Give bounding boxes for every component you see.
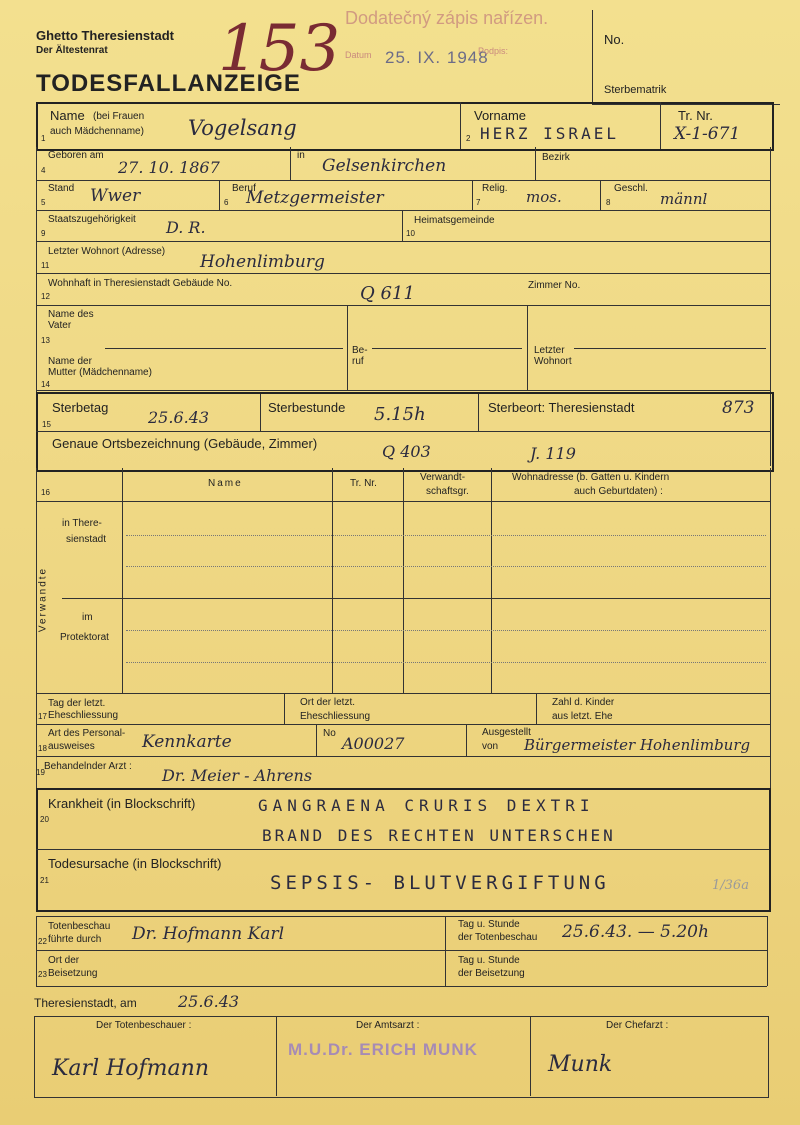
birth-date-value: 27. 10. 1867 bbox=[118, 158, 220, 177]
official-doctor-label: Der Amtsarzt : bbox=[356, 1020, 420, 1031]
field-number: 9 bbox=[41, 229, 46, 238]
marriage-date-label2: Eheschliessung bbox=[48, 710, 119, 721]
field-number: 21 bbox=[40, 876, 49, 885]
dotted-line bbox=[126, 630, 766, 631]
viewing-time-label: Tag u. Stunde bbox=[458, 919, 520, 930]
handwritten-case-number: 153 bbox=[218, 12, 341, 86]
geboren-label: Geboren am bbox=[48, 150, 104, 161]
death-place-code: 873 bbox=[722, 398, 755, 418]
death-building-value: Q 403 bbox=[382, 442, 431, 461]
cause-label: Todesursache (in Blockschrift) bbox=[48, 856, 222, 871]
page-title: TODESFALLANZEIGE bbox=[36, 70, 301, 97]
divider bbox=[276, 1016, 277, 1096]
geschl-label: Geschl. bbox=[614, 183, 648, 194]
marital-status-value: Wwer bbox=[90, 186, 141, 206]
id-number-label: No bbox=[323, 728, 336, 739]
divider bbox=[491, 468, 492, 693]
divider bbox=[219, 180, 220, 210]
issued-label: Ausgestellt bbox=[482, 727, 531, 738]
heimat-label: Heimatsgemeinde bbox=[414, 215, 495, 226]
id-type-label2: ausweises bbox=[48, 741, 95, 752]
children-count-label: Zahl d. Kinder bbox=[552, 697, 615, 708]
relatives-col-verw2: schaftsgr. bbox=[426, 486, 469, 497]
first-name-value: HERZ ISRAEL bbox=[480, 124, 619, 143]
birthplace-value: Gelsenkirchen bbox=[322, 156, 447, 176]
religion-value: mos. bbox=[526, 188, 562, 206]
physician-value: Dr. Meier - Ahrens bbox=[162, 766, 313, 785]
burial-place-label: Ort der bbox=[48, 955, 80, 966]
divider bbox=[105, 348, 343, 349]
burial-time-label: Tag u. Stunde bbox=[458, 955, 520, 966]
mutter-label2: Mutter (Mädchenname) bbox=[48, 367, 152, 378]
divider bbox=[316, 724, 317, 756]
name-sub: (bei Frauen bbox=[93, 111, 145, 122]
field-number: 22 bbox=[38, 937, 47, 946]
death-hour-value: 5.15h bbox=[374, 404, 426, 425]
disease-label: Krankheit (in Blockschrift) bbox=[48, 796, 196, 811]
id-type-label: Art des Personal- bbox=[48, 728, 126, 739]
chief-doctor-label: Der Chefarzt : bbox=[606, 1020, 669, 1031]
issued-label2: von bbox=[482, 741, 499, 752]
no-label: No. bbox=[604, 32, 625, 47]
protektorat-label: Protektorat bbox=[60, 632, 109, 643]
left-border bbox=[36, 916, 37, 986]
divider bbox=[347, 305, 348, 390]
field-number: 7 bbox=[476, 198, 481, 207]
row-line bbox=[36, 986, 767, 987]
viewing-time-label2: der Totenbeschau bbox=[458, 932, 538, 943]
sterbestunde-label: Sterbestunde bbox=[268, 400, 346, 415]
field-number: 17 bbox=[38, 712, 47, 721]
parent-beruf-label: Be- bbox=[352, 345, 368, 356]
row-line bbox=[36, 305, 770, 306]
field-number: 14 bbox=[41, 380, 50, 389]
beruf-label: Beruf bbox=[232, 183, 256, 194]
field-number: 11 bbox=[41, 261, 50, 270]
council-heading: Der Ältestenrat bbox=[36, 45, 108, 56]
relatives-col-verw: Verwandt- bbox=[420, 472, 466, 483]
field-number: 5 bbox=[41, 198, 46, 207]
last-address-value: Hohenlimburg bbox=[200, 252, 325, 272]
relatives-number: 16 bbox=[41, 488, 50, 497]
divider bbox=[403, 468, 404, 693]
row-line bbox=[36, 180, 770, 181]
field-number: 6 bbox=[224, 198, 229, 207]
burial-time-label2: der Beisetzung bbox=[458, 968, 525, 979]
divider bbox=[372, 348, 522, 349]
physician-label: Behandelnder Arzt : bbox=[44, 761, 132, 772]
issued-by-value: Bürgermeister Hohenlimburg bbox=[524, 736, 751, 754]
field-number: 20 bbox=[40, 815, 49, 824]
divider bbox=[574, 348, 766, 349]
divider bbox=[472, 180, 473, 210]
divider bbox=[535, 147, 536, 180]
divider bbox=[530, 1016, 531, 1096]
cause-value: SEPSIS- BLUTVERGIFTUNG bbox=[270, 872, 610, 894]
dotted-line bbox=[126, 662, 766, 663]
relatives-col-name: Name bbox=[208, 478, 243, 489]
field-number: 18 bbox=[38, 744, 47, 753]
official-doctor-stamp: M.U.Dr. ERICH MUNK bbox=[288, 1040, 478, 1059]
viewing-time-value: 25.6.43. — 5.20h bbox=[562, 922, 709, 942]
field-number: 8 bbox=[606, 198, 611, 207]
field-number: 23 bbox=[38, 970, 47, 979]
in-theresienstadt-label: in There- bbox=[62, 518, 102, 529]
row-line bbox=[36, 693, 770, 694]
staats-label: Staatszugehörigkeit bbox=[48, 214, 136, 225]
relatives-col-address2: auch Geburtdaten) : bbox=[574, 486, 663, 497]
divider bbox=[527, 305, 528, 390]
row-line bbox=[36, 390, 770, 391]
dotted-line bbox=[126, 566, 766, 567]
row-line bbox=[62, 598, 770, 599]
occupation-value: Metzgermeister bbox=[246, 188, 384, 208]
field-number: 10 bbox=[406, 229, 415, 238]
citizenship-value: D. R. bbox=[166, 218, 206, 237]
stand-label: Stand bbox=[48, 183, 75, 194]
field-number: 19 bbox=[36, 768, 45, 777]
place-date-value: 25.6.43 bbox=[178, 992, 240, 1011]
divider bbox=[284, 693, 285, 724]
id-number-value: A00027 bbox=[342, 734, 405, 753]
in-label: in bbox=[297, 150, 305, 161]
viewing-label2: führte durch bbox=[48, 934, 102, 945]
viewing-doctor-value: Dr. Hofmann Karl bbox=[132, 924, 285, 944]
divider bbox=[660, 102, 661, 149]
death-room-value: J. 119 bbox=[530, 444, 576, 463]
divider bbox=[122, 468, 123, 693]
name-sub2: auch Mädchenname) bbox=[50, 126, 144, 137]
sex-value: männl bbox=[660, 190, 708, 208]
parent-beruf-label2: ruf bbox=[352, 356, 364, 367]
place-date-label: Theresienstadt, am bbox=[34, 996, 137, 1010]
row-line bbox=[36, 756, 770, 757]
stamp-supplementary-entry: Dodatečný zápis nařízen. bbox=[345, 8, 549, 28]
ortsbezeichnung-label: Genaue Ortsbezeichnung (Gebäude, Zimmer) bbox=[52, 436, 318, 451]
wohnhaft-label: Wohnhaft in Theresienstadt Gebäude No. bbox=[48, 278, 233, 289]
parent-letzter-label: Letzter bbox=[534, 345, 565, 356]
death-date-value: 25.6.43 bbox=[148, 408, 210, 427]
divider bbox=[402, 210, 403, 241]
im-label: im bbox=[82, 612, 93, 623]
relig-label: Relig. bbox=[482, 183, 508, 194]
viewer-signature: Karl Hofmann bbox=[52, 1056, 209, 1081]
field-number: 15 bbox=[42, 420, 51, 429]
divider bbox=[478, 394, 479, 431]
stamp-date: 25. IX. 1948 bbox=[385, 48, 489, 67]
row-line bbox=[36, 431, 770, 432]
row-line bbox=[36, 724, 770, 725]
sterbematrik-label: Sterbematrik bbox=[604, 84, 667, 96]
classification-code: 1/36a bbox=[712, 878, 749, 893]
burial-place-label2: Beisetzung bbox=[48, 968, 98, 979]
field-number: 12 bbox=[41, 292, 50, 301]
vater-label2: Vater bbox=[48, 320, 72, 331]
viewing-label: Totenbeschau bbox=[48, 921, 111, 932]
divider bbox=[332, 468, 333, 693]
zimmer-label: Zimmer No. bbox=[528, 280, 581, 291]
divider bbox=[536, 693, 537, 724]
divider bbox=[445, 916, 446, 986]
divider bbox=[460, 102, 461, 149]
bezirk-label: Bezirk bbox=[542, 152, 570, 163]
divider bbox=[600, 180, 601, 210]
row-line bbox=[36, 950, 767, 951]
row-line bbox=[36, 849, 769, 850]
viewer-signature-label: Der Totenbeschauer : bbox=[96, 1020, 192, 1031]
in-theresienstadt-label2: sienstadt bbox=[66, 534, 107, 545]
marriage-date-label: Tag der letzt. bbox=[48, 698, 106, 709]
building-value: Q 611 bbox=[360, 283, 415, 304]
stamp-signature-label: Podpis: bbox=[478, 46, 509, 56]
row-line bbox=[36, 241, 770, 242]
children-count-label2: aus letzt. Ehe bbox=[552, 711, 613, 722]
field-number: 13 bbox=[41, 336, 50, 345]
disease-value-line2: BRAND DES RECHTEN UNTERSCHEN bbox=[262, 826, 616, 845]
stamp-datum-label: Datum bbox=[345, 50, 372, 60]
right-border bbox=[767, 916, 768, 986]
id-type-value: Kennkarte bbox=[142, 732, 232, 752]
marriage-place-label2: Eheschliessung bbox=[300, 711, 371, 722]
field-number: 2 bbox=[466, 134, 471, 143]
right-border bbox=[770, 468, 771, 693]
divider bbox=[260, 394, 261, 431]
vorname-label: Vorname bbox=[474, 108, 527, 123]
relatives-side-label: Verwandte bbox=[37, 566, 49, 633]
row-line bbox=[36, 916, 767, 917]
chief-doctor-signature: Munk bbox=[548, 1052, 613, 1077]
divider bbox=[290, 147, 291, 180]
field-number: 4 bbox=[41, 166, 46, 175]
vater-label: Name des bbox=[48, 309, 94, 320]
relatives-col-address: Wohnadresse (b. Gatten u. Kindern bbox=[512, 472, 670, 483]
name-row-box bbox=[36, 102, 774, 151]
sterbeort-label: Sterbeort: Theresienstadt bbox=[488, 400, 635, 415]
disease-value-line1: GANGRAENA CRURIS DEXTRI bbox=[258, 796, 595, 815]
row-line bbox=[36, 210, 770, 211]
right-border bbox=[770, 693, 771, 788]
marriage-place-label: Ort der letzt. bbox=[300, 697, 356, 708]
mutter-label: Name der bbox=[48, 356, 92, 367]
wohnort-label: Letzter Wohnort (Adresse) bbox=[48, 246, 166, 257]
trnr-value: X-1-671 bbox=[674, 124, 741, 144]
divider bbox=[466, 724, 467, 756]
dotted-line bbox=[126, 535, 766, 536]
trnr-label: Tr. Nr. bbox=[678, 108, 713, 123]
name-label: Name bbox=[50, 108, 85, 123]
sterbetag-label: Sterbetag bbox=[52, 400, 109, 415]
field-number: 1 bbox=[41, 134, 46, 143]
surname-value: Vogelsang bbox=[188, 116, 297, 140]
ghetto-heading: Ghetto Theresienstadt bbox=[36, 28, 174, 43]
parent-wohnort-label: Wohnort bbox=[534, 356, 572, 367]
row-line bbox=[36, 273, 770, 274]
relatives-col-trnr: Tr. Nr. bbox=[350, 478, 377, 489]
